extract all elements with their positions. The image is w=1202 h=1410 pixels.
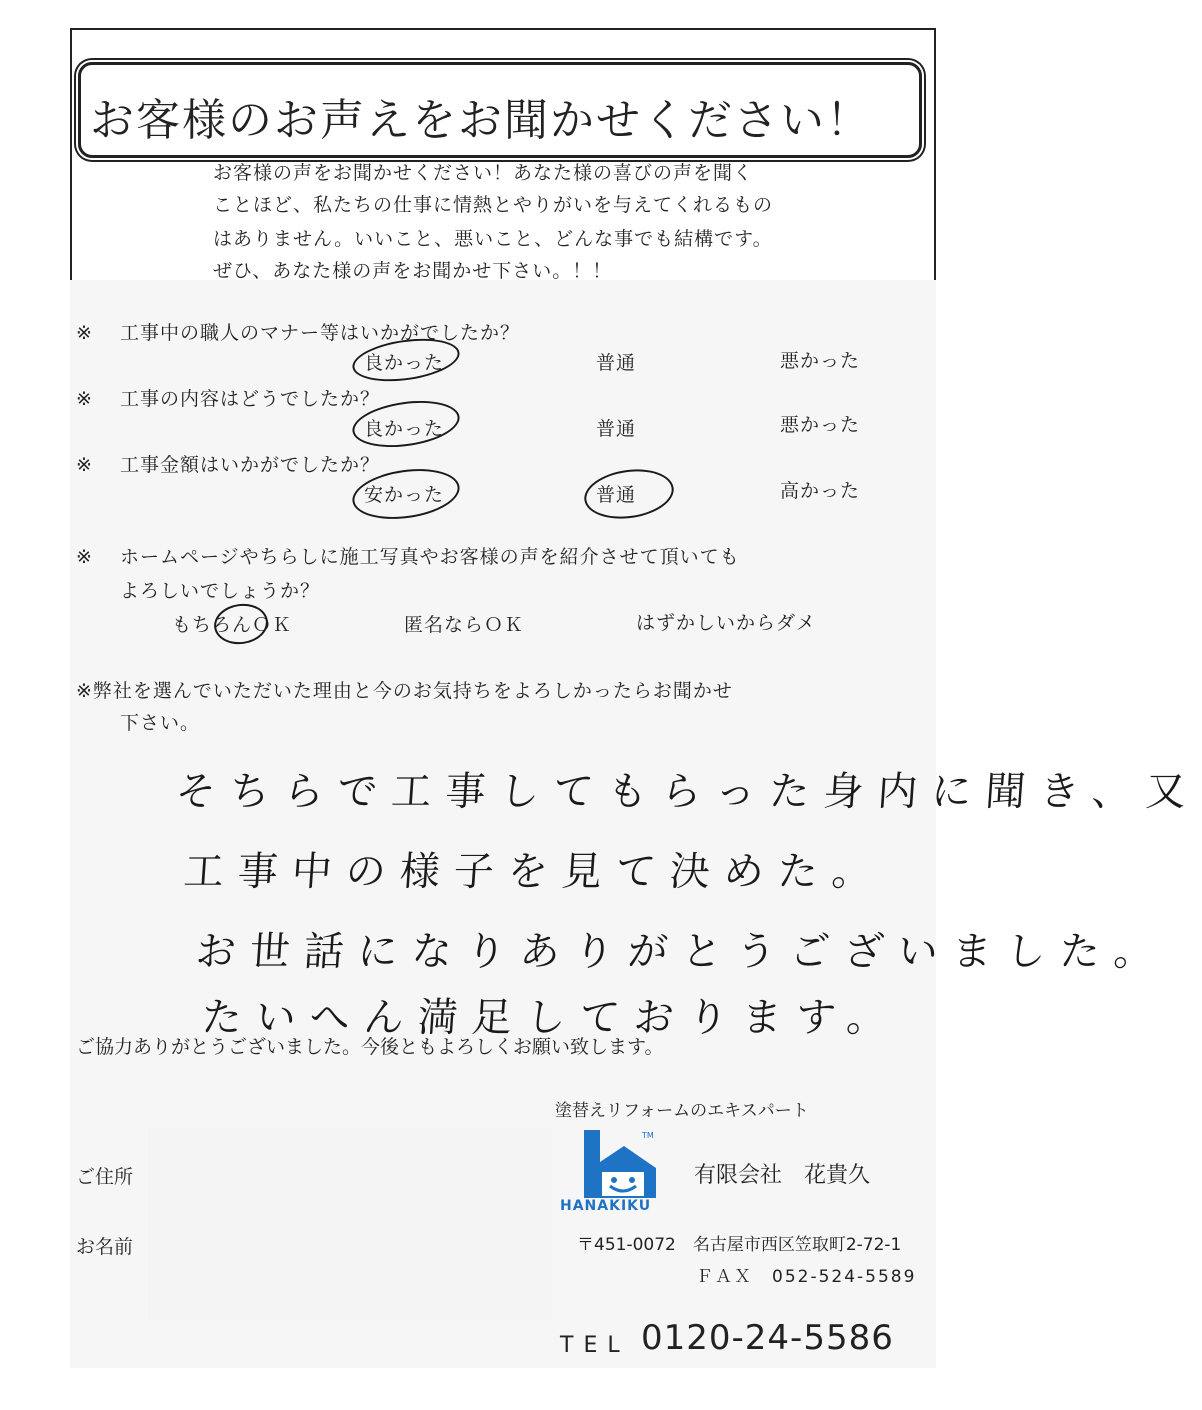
question-mark-3: ※ xyxy=(76,454,92,476)
address-label: ご住所 xyxy=(76,1166,134,1188)
handwritten-line-3: お世話になりありがとうございました。 xyxy=(194,929,1170,975)
q3-option-cheap[interactable]: 安かった xyxy=(364,484,445,506)
q3-option-normal[interactable]: 普通 xyxy=(596,484,637,506)
company-fax: ＦＡＸ 052-524-5589 xyxy=(696,1267,917,1287)
name-label: お名前 xyxy=(76,1236,134,1258)
page-title: お客様のお声えをお聞かせください！ xyxy=(90,95,872,146)
company-tel: 0120-24-5586 xyxy=(641,1318,894,1358)
question-3-text: 工事金額はいかがでしたか？ xyxy=(120,454,381,476)
question-4-text-line1: ホームページやちらしに施工写真やお客様の声を紹介させて頂いても xyxy=(120,546,740,568)
question-5-text-line1: ※弊社を選んでいただいた理由と今のお気持ちをよろしかったらお聞かせ xyxy=(76,680,733,702)
logo-wordmark: HANAKIKU xyxy=(560,1198,652,1214)
tel-label: TEL xyxy=(560,1333,630,1358)
q1-option-normal[interactable]: 普通 xyxy=(596,352,637,374)
closing-message: ご協力ありがとうございました。今後ともよろしくお願い致します。 xyxy=(76,1036,664,1058)
company-address: 〒451-0072 名古屋市西区笠取町2-72-1 xyxy=(577,1235,902,1255)
question-mark-2: ※ xyxy=(76,388,92,410)
q4-option-anonymous[interactable]: 匿名ならＯＫ xyxy=(404,614,525,636)
question-mark-4: ※ xyxy=(76,546,92,568)
intro-line-2: ことほど、私たちの仕事に情熱とやりがいを与えてくれるもの xyxy=(213,194,774,216)
handwritten-line-4: たいへん満足しております。 xyxy=(200,995,903,1041)
handwritten-line-2: 工事中の様子を見て決めた。 xyxy=(182,849,888,895)
company-name: 有限会社 花貴久 xyxy=(694,1163,871,1188)
question-4-text-line2: よろしいでしょうか？ xyxy=(120,580,321,602)
handwritten-line-1: そちらで工事してもらった身内に聞き、又 xyxy=(174,769,1202,815)
q1-option-bad[interactable]: 悪かった xyxy=(780,350,861,372)
question-5-text-line2: 下さい。 xyxy=(120,712,201,734)
q4-option-no[interactable]: はずかしいからダメ xyxy=(636,612,817,634)
q3-option-expensive[interactable]: 高かった xyxy=(780,480,861,502)
intro-line-1: お客様の声をお聞かせください！あなた様の喜びの声を聞く xyxy=(213,162,754,184)
company-tagline: 塗替えリフォームのエキスパート xyxy=(555,1101,809,1121)
q1-option-good[interactable]: 良かった xyxy=(364,352,445,374)
redacted-customer-info xyxy=(148,1128,552,1320)
q2-option-normal[interactable]: 普通 xyxy=(596,418,637,440)
q2-option-good[interactable]: 良かった xyxy=(364,418,445,440)
question-mark-1: ※ xyxy=(76,322,92,344)
intro-line-4: ぜひ、あなた様の声をお聞かせ下さい。！！ xyxy=(213,260,613,282)
question-2-text: 工事の内容はどうでしたか？ xyxy=(120,388,381,410)
q2-option-bad[interactable]: 悪かった xyxy=(780,414,861,436)
logo-trademark: TM xyxy=(642,1131,654,1140)
intro-line-3: はありません。いいこと、悪いこと、どんな事でも結構です。 xyxy=(213,228,773,250)
q4-option-ok[interactable]: もちろんＯＫ xyxy=(172,614,293,636)
question-1-text: 工事中の職人のマナー等はいかがでしたか？ xyxy=(120,322,521,344)
